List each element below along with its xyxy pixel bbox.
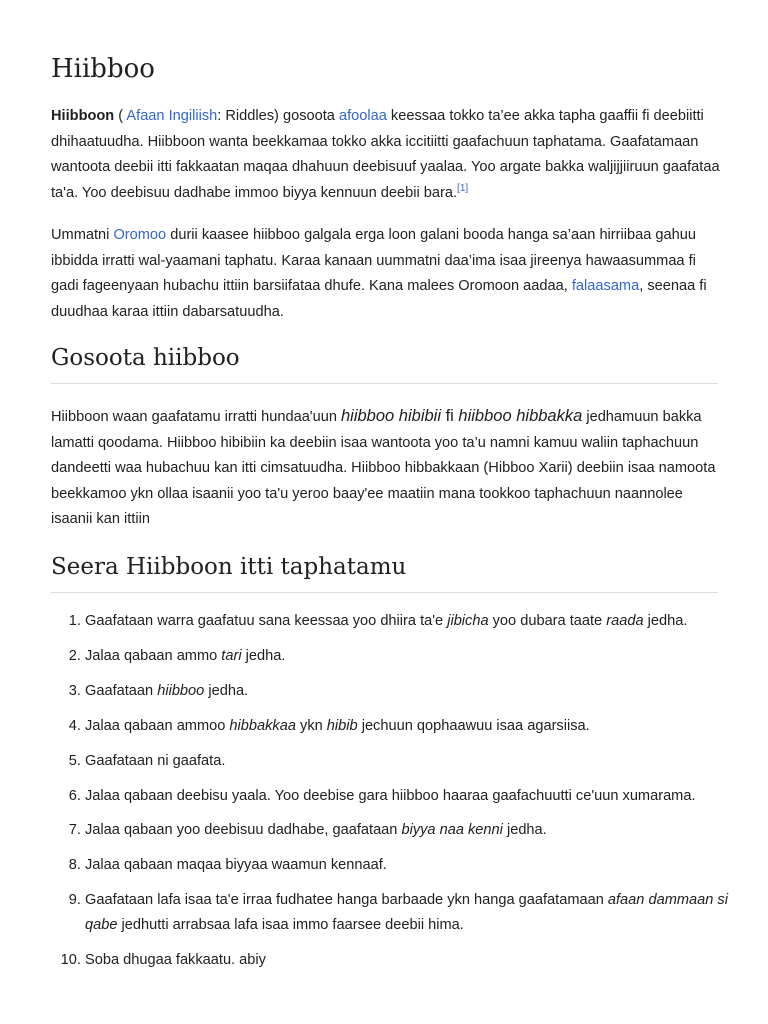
types-paragraph: Hiibboon waan gaafatamu irratti hundaa'uun hiibboo hibibii fi hiibboo hibbakka jedhamuun bakka lamatti qoodama. Hiibboo hibibiin ka deebiin isaa wantoota yoo ta’u namni kamuu waliin taphachuun dandeetti waa hubachuu kan itti cimsatuudha. Hiibboo hibbakkaan (Hibboo Xarii) deebiin isaa namoota beekkamoo ykn ollaa isaanii yoo ta'u yeroo baay'ee maatiin mana tookkoo taphachuun naannolee isaanii kan ittiin [51,407,716,527]
list-item: 2. Jalaa qabaan ammo tari jedha. [85,644,755,669]
link-falaasama[interactable]: falaasama [571,278,640,294]
list-item: 10. Soba dhugaa fakkaatu. abiy [85,948,755,973]
list-item: 5. Gaafataan ni gaafata. [85,749,755,774]
type-hibbakka: hiibboo hibbakka [458,407,583,425]
list-item: 6. Jalaa qabaan deebisu yaala. Yoo deebise gara hiibboo haaraa gaafachuutti ce'uun xumarama. [85,784,755,809]
section-heading-types: Gosoota hiibboo [51,345,718,384]
list-item: 7. Jalaa qabaan yoo deebisuu dadhabe, gaafataan biyya naa kenni jedha. [85,818,755,843]
list-item: 9. Gaafataan lafa isaa ta'e irraa fudhatee hanga barbaade ykn hanga gaafatamaan afaan dammaan si qabe jedhutti arrabsaa lafa isaa immo faarsee deebii hima. [85,888,755,938]
link-afaan-ingiliish[interactable]: Afaan Ingiliish [126,108,218,124]
intro-paragraph: Hiibboon ( Afaan Ingiliish: Riddles) gosoota afoolaa keessaa tokko ta’ee akka tapha gaaffii fi deebiitti dhihaatuudha. Hiibboon wanta beekkamaa tokko akka iccitiitti gaafachuun taphatama. Gaafatamaan wantoota deebii itti fakkaatan maqaa dhahuun deebisuuf yaalaa. Yoo argate bakka waljijjiiruun gaafataa ta'a. Yoo deebisuu dadhabe immoo biyya kennuun deebii bara.[1] [51,108,720,201]
link-oromoo[interactable]: Oromoo [113,227,167,243]
rules-list [51,609,755,983]
page-title: Hiibboo [51,54,155,84]
list-item: 4. Jalaa qabaan ammoo hibbakkaa ykn hibib jechuun qophaawuu isaa agarsiisa. [85,714,755,739]
type-hibibii: hiibboo hibibii [341,407,441,425]
reference-link[interactable]: [1] [457,182,469,194]
term-bold: Hiibboon [51,108,115,124]
section-heading-rules: Seera Hiibboon itti taphatamu [51,554,718,593]
link-afoolaa[interactable]: afoolaa [338,108,387,124]
list-item: 8. Jalaa qabaan maqaa biyyaa waamun kennaaf. [85,853,755,878]
list-item: 1. Gaafataan warra gaafatuu sana keessaa yoo dhiira ta'e jibicha yoo dubara taate raada jedha. [85,609,755,634]
history-paragraph: Ummatni Oromoo durii kaasee hiibboo galgala erga loon galani booda hanga sa’aan hirriibaa gahuu ibbidda irratti wal-yaamani taphatu. Karaa kanaan uummatni daa’ima isaa jireenya hawaasummaa fi gadi fageenyaan hubachu ittiin barsiifataa dhufe. Kana malees Oromoon aadaa, falaasama, seenaa fi duudhaa karaa ittiin dabarsatuudha. [51,227,707,320]
list-item: 3. Gaafataan hiibboo jedha. [85,679,755,704]
